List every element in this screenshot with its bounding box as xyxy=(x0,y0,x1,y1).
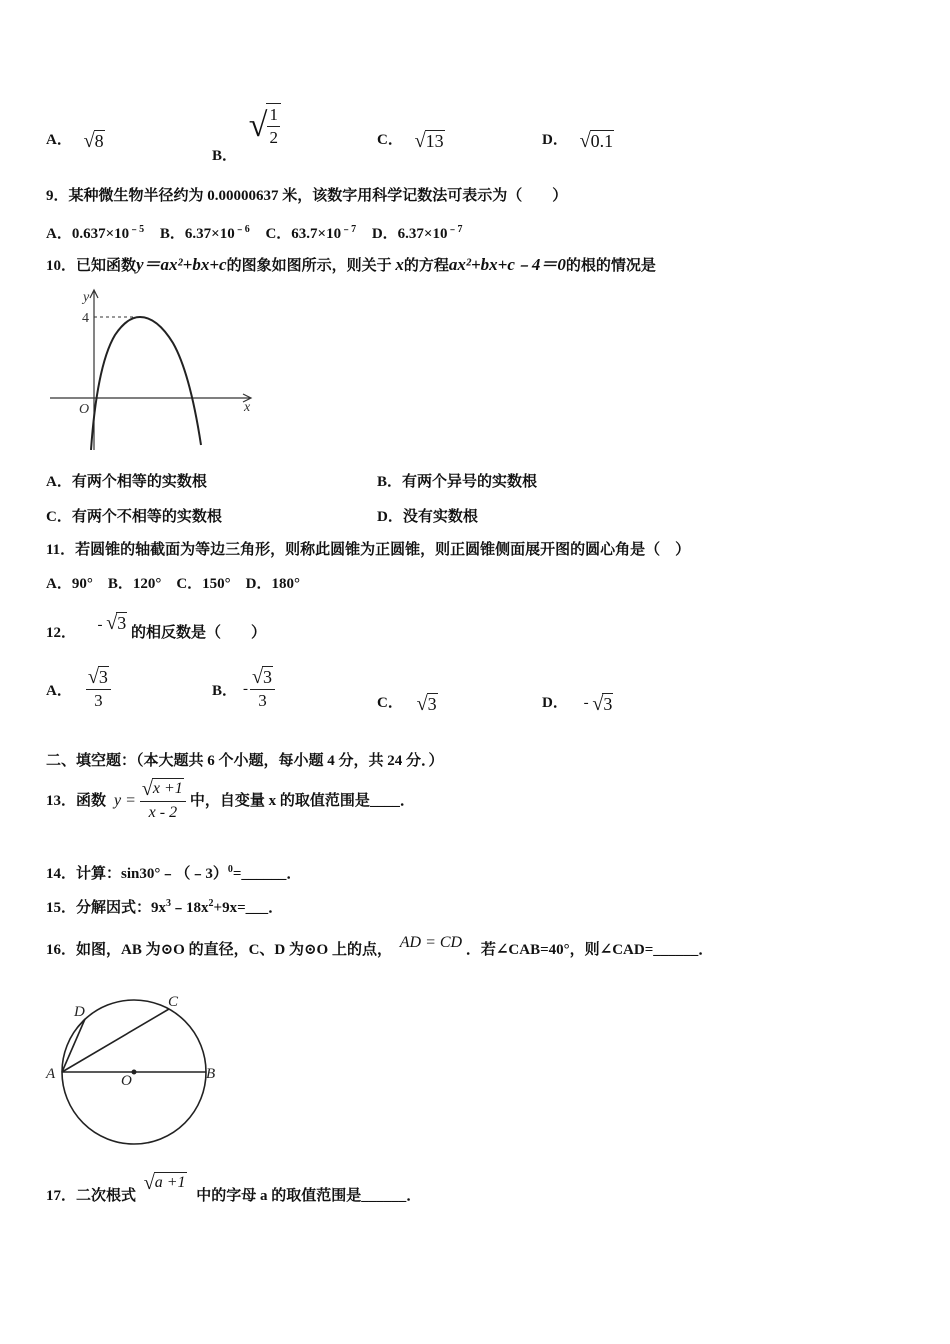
q8-option-b: B． √ $\frac{1}{2}$ xyxy=(212,103,281,149)
q17-stem: 17．二次根式 √ a +1 中的字母 a 的取值范围是______． xyxy=(46,1172,422,1204)
chord-ad xyxy=(62,1019,85,1072)
q10-option-d: D．没有实数根 xyxy=(377,509,478,525)
q13-stem: 13．函数 y = √ x +1 x - 2 中，自变量 x 的取值范围是____． xyxy=(46,778,415,821)
label-a: A xyxy=(46,1066,56,1082)
q12-option-d: D． - √ 3 xyxy=(542,693,613,715)
q12-option-a: A． √ 3 3 xyxy=(46,666,111,712)
q8-d-value: 0.1 xyxy=(590,131,614,151)
q9-option-d: D．$6.37\times 10^{﹣7}$ xyxy=(371,224,463,242)
q8-a-value: 8 xyxy=(94,131,104,151)
q9-stem: 9．某种微生物半径约为 0.00000637 米，该数字用科学记数法可表示为（ ） xyxy=(46,188,568,204)
q11-options: A．90° B．120° C．150° D．180° xyxy=(46,576,300,592)
q8-option-d: D． √ 0.1 xyxy=(542,130,614,152)
q10-option-b: B．有两个异号的实数根 xyxy=(377,474,538,490)
q9-options xyxy=(46,220,462,244)
label-o: O xyxy=(121,1073,132,1089)
peak-value-label: 4 xyxy=(82,311,89,326)
q9-option-c: C．$63.7\times 10^{﹣7}$ xyxy=(265,224,357,242)
q10-option-a: A．有两个相等的实数根 xyxy=(46,474,207,490)
q16-stem: 16．如图，AB 为⊙O 的直径，C、D 为⊙O 上的点， AD = CD ．若∠CAB=40°，则∠CAD=______． xyxy=(46,934,714,958)
q8-option-a: A． √ 8 xyxy=(46,130,104,152)
q9-option-a: A．$0.637\times 10^{﹣5}$ xyxy=(46,224,145,242)
q9-option-b: B．$6.37\times 10^{﹣6}$ xyxy=(159,224,250,242)
q11-stem: 11．若圆锥的轴截面为等边三角形，则称此圆锥为正圆锥，则正圆锥侧面展开图的圆心角是（ ） xyxy=(46,542,691,558)
q8-b-den: 2 xyxy=(269,128,278,147)
label-b: B xyxy=(206,1066,216,1082)
q17-radicand: a +1 xyxy=(154,1172,187,1194)
q10-stem: 10．已知函数y＝ax²+bx+c的图象如图所示，则关于 x的方程ax²+bx+c﹣4＝0的根的情况是 xyxy=(46,255,656,274)
origin-label: O xyxy=(79,402,90,417)
x-axis-label: x xyxy=(244,400,251,415)
center-point xyxy=(132,1070,137,1075)
label-d: D xyxy=(74,1004,85,1020)
y-axis-label: y xyxy=(83,290,90,305)
parabola-curve xyxy=(91,317,201,450)
q8-c-value: 13 xyxy=(425,131,444,151)
q16-circle-figure xyxy=(44,990,224,1148)
q15-stem: 15．分解因式：$9x^3﹣18x^2+9x=\_\_\_$． xyxy=(46,898,284,916)
label-c: C xyxy=(168,994,179,1010)
section-2-title: 二、填空题：（本大题共 6 个小题，每小题 4 分，共 24 分．） xyxy=(46,753,444,769)
q10-parabola-graph xyxy=(45,285,260,450)
q16-arc-equation: AD = CD xyxy=(399,934,463,951)
q10-option-c: C．有两个不相等的实数根 xyxy=(46,509,222,525)
q8-b-num: 1 xyxy=(267,104,280,127)
q12-option-c: C． √ 3 xyxy=(377,693,437,715)
q12-stem: 12． - √ 3 的相反数是（ ） xyxy=(46,612,267,641)
q14-stem: 14．计算：sin30°﹣（﹣3）$^0$=______． xyxy=(46,864,302,882)
q12-option-b: B． - √ 3 3 xyxy=(212,666,275,712)
q8-option-c: C． √ 13 xyxy=(377,130,444,152)
q12-radicand: 3 xyxy=(117,613,127,633)
